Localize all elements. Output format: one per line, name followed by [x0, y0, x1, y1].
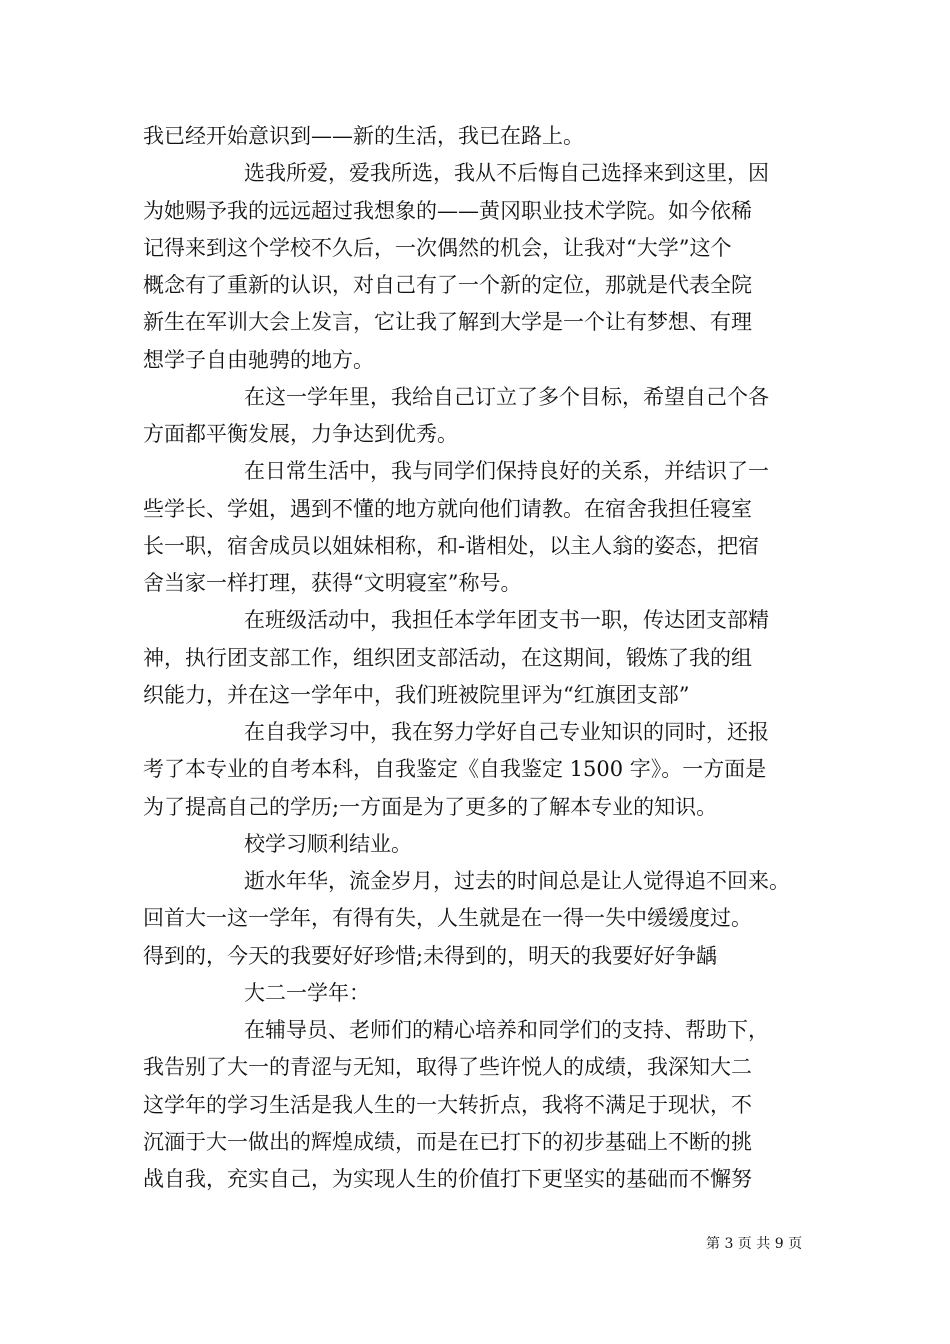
text-line: 我告别了大一的青涩与无知，取得了些许悦人的成绩，我深知大二: [143, 1055, 752, 1080]
text-line: 想学子自由驰骋的地方。: [143, 347, 374, 372]
text-line: 在辅导员、老师们的精心培养和同学们的支持、帮助下，: [244, 1018, 769, 1042]
text-line: 回首大一这一学年，有得有失，人生就是在一得一失中缓缓度过。: [143, 906, 752, 931]
text-line: 在日常生活中，我与同学们保持良好的关系，并结识了一: [244, 459, 769, 484]
text-line: 在自我学习中，我在努力学好自己专业知识的同时，还报: [244, 720, 769, 744]
text-line: 得到的，今天的我要好好珍惜;未得到的，明天的我要好好争龋: [143, 943, 718, 968]
text-line: 大二一学年：: [244, 980, 370, 1005]
text-line: 逝水年华，流金岁月，过去的时间总是让人觉得追不回来。: [244, 869, 790, 893]
text-line: 考了本专业的自考本科，自我鉴定《自我鉴定 1500 字》。一方面是: [143, 757, 767, 782]
text-line: 校学习顺利结业。: [244, 831, 412, 856]
text-line: 在这一学年里，我给自己订立了多个目标，希望自己个各: [244, 384, 769, 409]
text-line: 记得来到这个学校不久后，一次偶然的机会，让我对“大学”这个: [143, 235, 732, 260]
text-line: 为她赐予我的远远超过我想象的——黄冈职业技术学院。如今依稀: [143, 198, 752, 223]
text-line: 概念有了重新的认识，对自己有了一个新的定位，那就是代表全院: [143, 273, 752, 297]
text-line: 舍当家一样打理，获得“文明寝室”称号。: [143, 571, 522, 595]
text-line: 新生在军训大会上发言，它让我了解到大学是一个让有梦想、有理: [143, 310, 752, 335]
text-line: 沉湎于大一做出的辉煌成绩，而是在已打下的初步基础上不断的挑: [143, 1129, 752, 1154]
text-line: 织能力，并在这一学年中，我们班被院里评为“红旗团支部”: [143, 682, 690, 707]
page-indicator: 第 3 页 共 9 页: [706, 1236, 803, 1252]
text-line: 选我所爱，爱我所选，我从不后悔自己选择来到这里，因: [244, 161, 769, 186]
text-line: 为了提高自己的学历;一方面是为了更多的了解本专业的知识。: [143, 794, 718, 819]
text-line: 这学年的学习生活是我人生的一大转折点，我将不满足于现状，不: [143, 1092, 752, 1117]
document-body: [143, 118, 823, 1198]
text-line: 在班级活动中，我担任本学年团支书一职，传达团支部精: [244, 608, 769, 633]
text-line: 神，执行团支部工作，组织团支部活动，在这期间，锻炼了我的组: [143, 645, 752, 670]
text-line: 些学长、学姐，遇到不懂的地方就向他们请教。在宿舍我担任寝室: [143, 496, 752, 521]
text-line: 长一职，宿舍成员以姐妹相称，和-谐相处，以主人翁的姿态，把宿: [143, 533, 760, 558]
text-line: 我已经开始意识到——新的生活，我已在路上。: [143, 124, 584, 148]
text-line: 战自我，充实自己，为实现人生的价值打下更坚实的基础而不懈努: [143, 1167, 752, 1191]
text-line: 方面都平衡发展，力争达到优秀。: [143, 422, 458, 446]
